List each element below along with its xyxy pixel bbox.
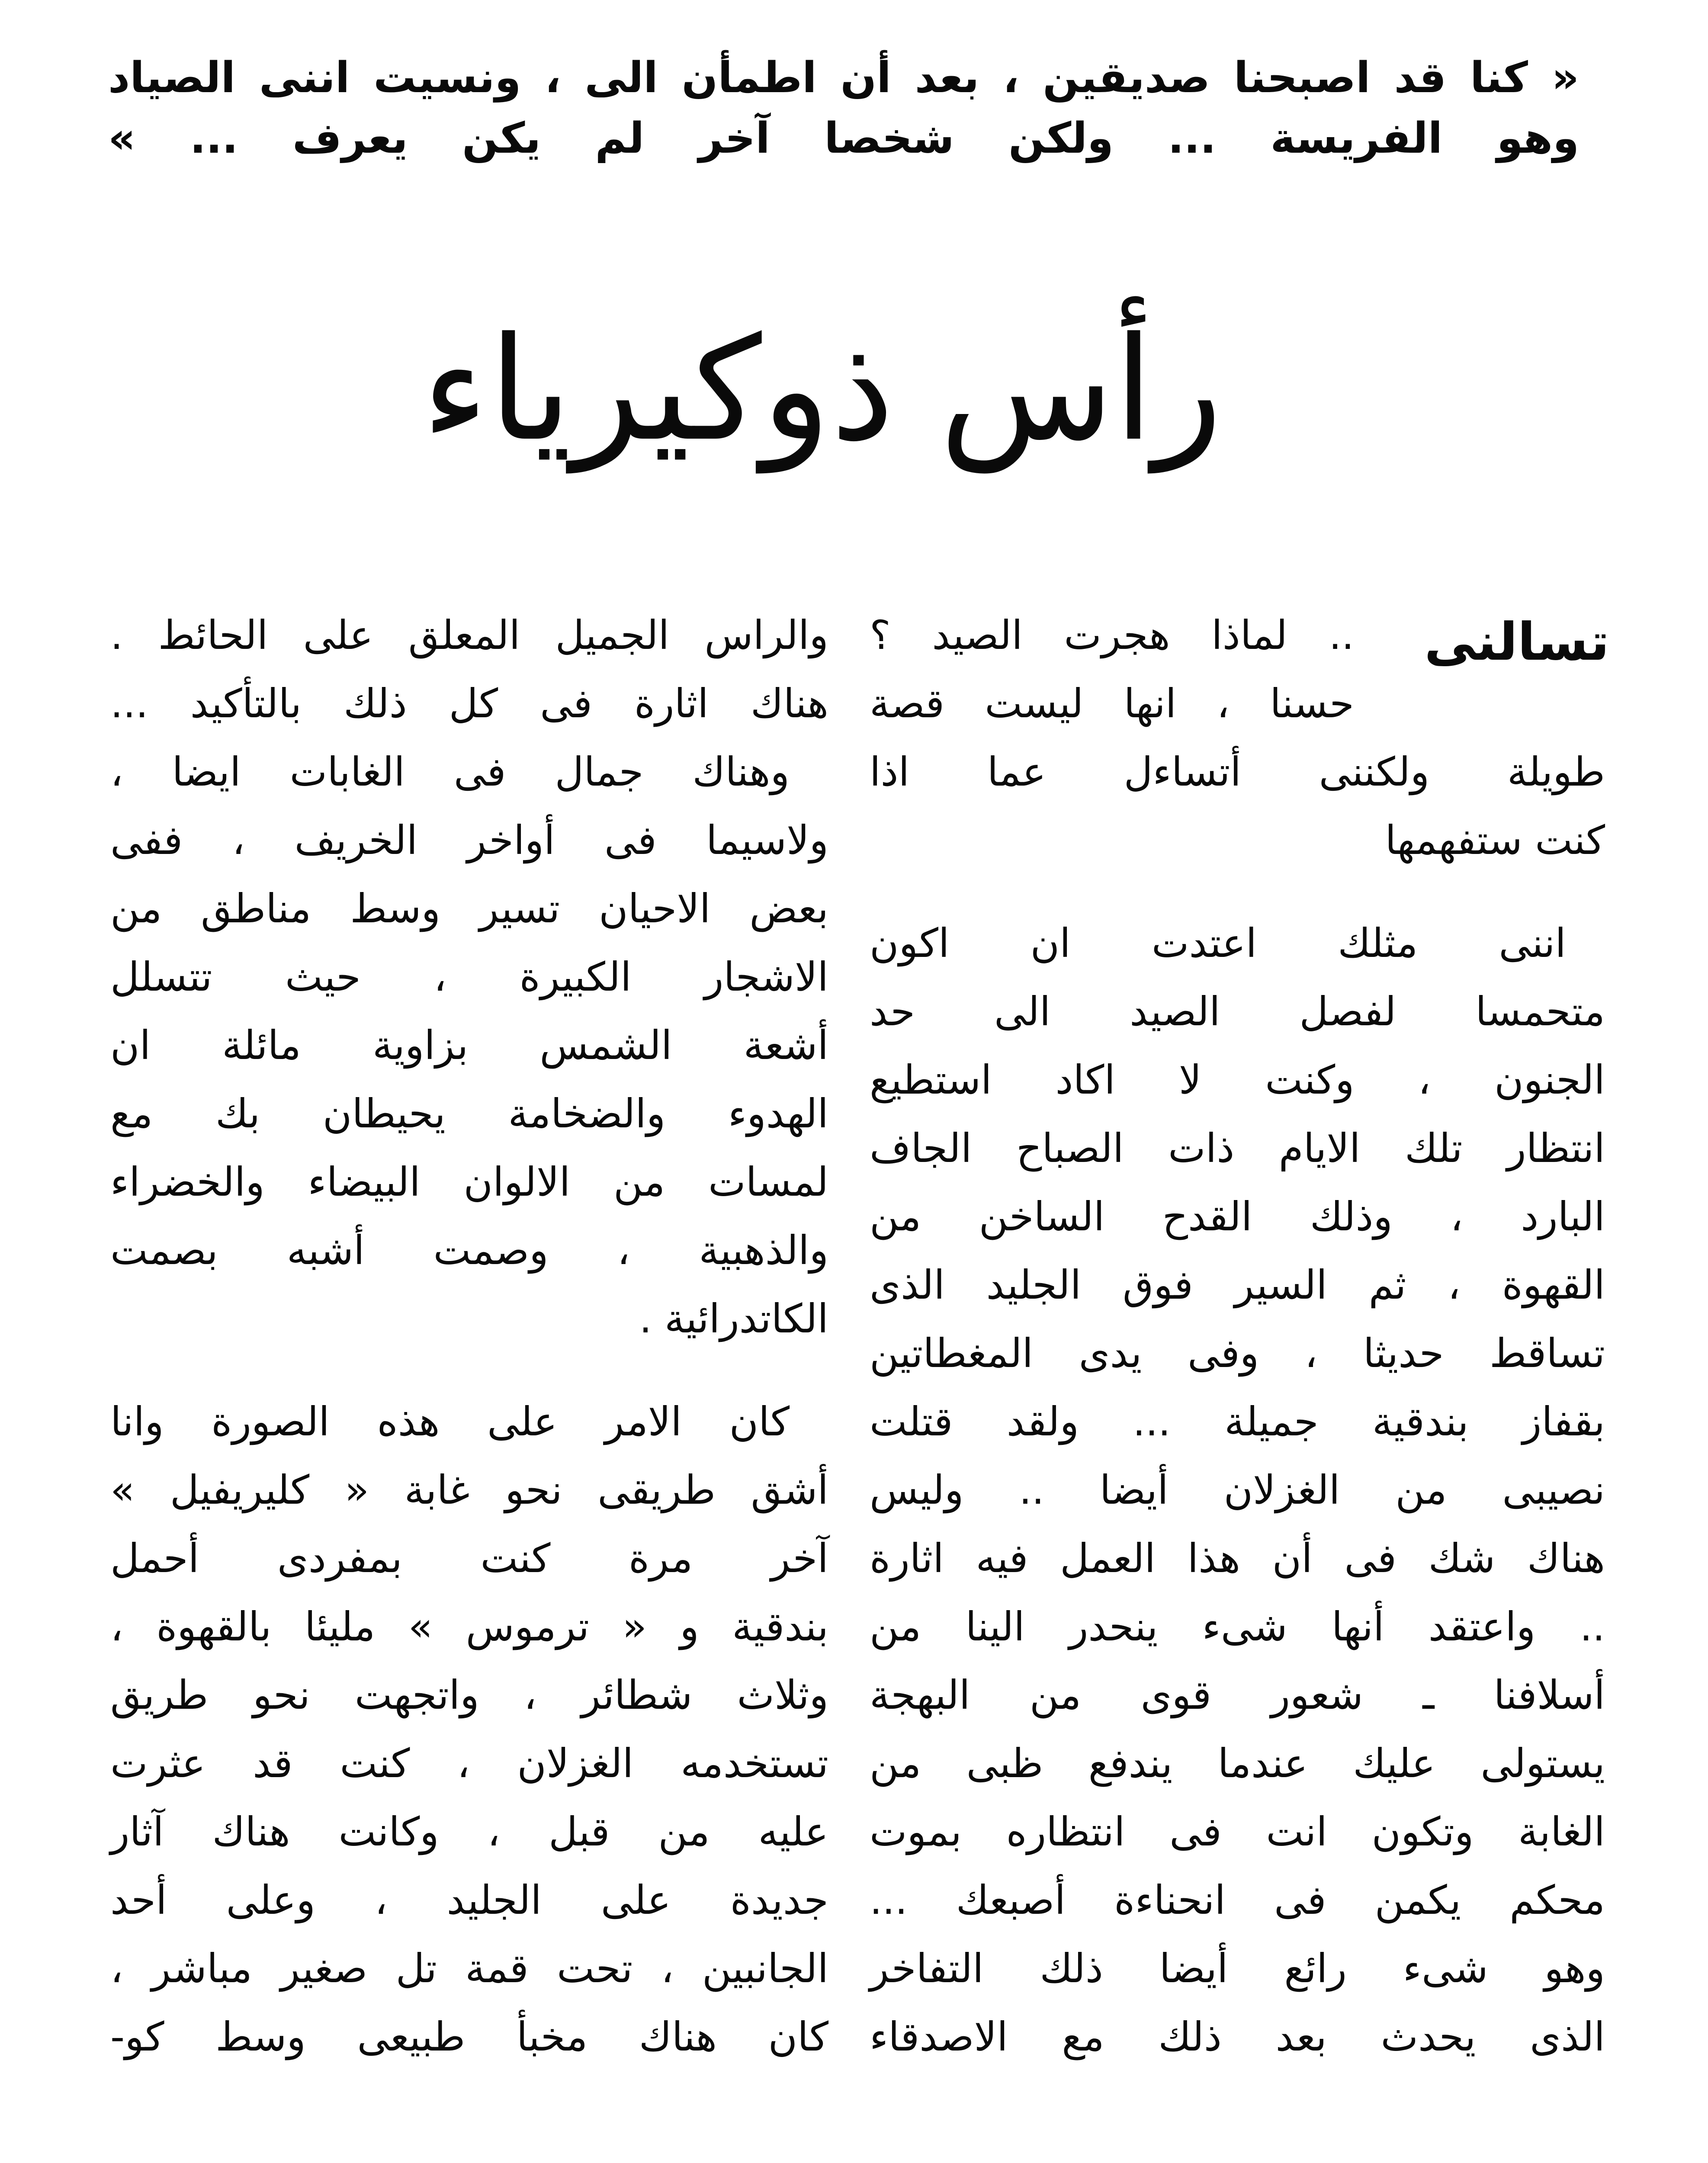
column-line: .. لماذا هجرت الصيد ؟: [870, 612, 1354, 658]
column-line: والراس الجميل المعلق على الحائط .: [110, 612, 828, 658]
column-line: نصيبى من الغزلان أيضا .. وليس: [870, 1467, 1605, 1513]
column-line: أشق طريقى نحو غابة « كليريفيل »: [110, 1467, 828, 1513]
column-line: هناك اثارة فى كل ذلك بالتأكيد ...: [110, 680, 828, 727]
column-line: .. واعتقد أنها شىء ينحدر الينا من: [870, 1604, 1605, 1650]
column-line: تساقط حديثا ، وفى يدى المغطاتين: [870, 1330, 1605, 1377]
article-headline: رأس ذوكيرياء: [421, 306, 1223, 472]
article-kicker: تسالنى: [1424, 612, 1609, 672]
column-line: انتظار تلك الايام ذات الصباح الجاف: [870, 1125, 1605, 1171]
column-line: جديدة على الجليد ، وعلى أحد: [110, 1877, 828, 1923]
article-column-left: [110, 601, 828, 2071]
column-line: محكم يكمن فى انحناءة أصبعك ...: [870, 1877, 1605, 1923]
pull-quote: [108, 48, 1579, 169]
column-line: القهوة ، ثم السير فوق الجليد الذى: [870, 1262, 1605, 1308]
column-line: تستخدمه الغزلان ، كنت قد عثرت: [110, 1740, 828, 1787]
column-line: يستولى عليك عندما يندفع ظبى من: [870, 1740, 1605, 1787]
column-line: حسنا ، انها ليست قصة: [870, 680, 1354, 727]
column-line: الهدوء والضخامة يحيطان بك مع: [110, 1091, 828, 1137]
column-line: الاشجار الكبيرة ، حيث تتسلل: [110, 954, 828, 1000]
column-line: وهو شىء رائع أيضا ذلك التفاخر: [870, 1945, 1605, 1992]
column-line: وثلاث شطائر ، واتجهت نحو طريق: [110, 1672, 828, 1718]
column-line: كان الامر على هذه الصورة وانا: [110, 1399, 790, 1445]
column-line: كان هناك مخبأ طبيعى وسط كو-: [110, 2014, 828, 2060]
pull-quote-line: « كنا قد اصبحنا صديقين ، بعد أن اطمأن الى ، ونسيت اننى الصياد: [108, 53, 1579, 103]
column-line: أسلافنا ـ شعور قوى من البهجة: [870, 1672, 1605, 1718]
column-line: الجنون ، وكنت لا اكاد استطيع: [870, 1057, 1605, 1103]
pull-quote-line: وهو الفريسة ... ولكن شخصا آخر لم يكن يعرف ... »: [108, 114, 1579, 163]
column-line: طويلة ولكننى أتساءل عما اذا: [870, 749, 1605, 795]
column-line: أشعة الشمس بزاوية مائلة ان: [110, 1022, 828, 1069]
column-line: لمسات من الالوان البيضاء والخضراء: [110, 1159, 828, 1205]
column-line: متحمسا لفصل الصيد الى حد: [870, 988, 1605, 1035]
column-line: بندقية و « ترموس » مليئا بالقهوة ،: [110, 1604, 828, 1650]
column-line: بقفاز بندقية جميلة ... ولقد قتلت: [870, 1399, 1605, 1445]
column-line: كنت ستفهمها: [1385, 817, 1605, 863]
column-line: والذهبية ، وصمت أشبه بصمت: [110, 1227, 828, 1274]
column-line: الذى يحدث بعد ذلك مع الاصدقاء: [870, 2014, 1605, 2060]
column-line: آخر مرة كنت بمفردى أحمل: [110, 1535, 828, 1582]
article-column-right: [870, 601, 1609, 2071]
column-line: الكاتدرائية .: [639, 1296, 828, 1342]
column-line: البارد ، وذلك القدح الساخن من: [870, 1194, 1605, 1240]
column-line: ولاسيما فى أواخر الخريف ، ففى: [110, 817, 828, 863]
column-line: هناك شك فى أن هذا العمل فيه اثارة: [870, 1535, 1605, 1582]
column-line: الجانبين ، تحت قمة تل صغير مباشر ،: [110, 1945, 828, 1992]
column-line: بعض الاحيان تسير وسط مناطق من: [110, 886, 828, 932]
column-line: الغابة وتكون انت فى انتظاره بموت: [870, 1809, 1605, 1855]
column-line: وهناك جمال فى الغابات ايضا ،: [110, 749, 790, 795]
column-line: عليه من قبل ، وكانت هناك آثار: [110, 1809, 828, 1855]
column-line: اننى مثلك اعتدت ان اكون: [870, 920, 1566, 966]
